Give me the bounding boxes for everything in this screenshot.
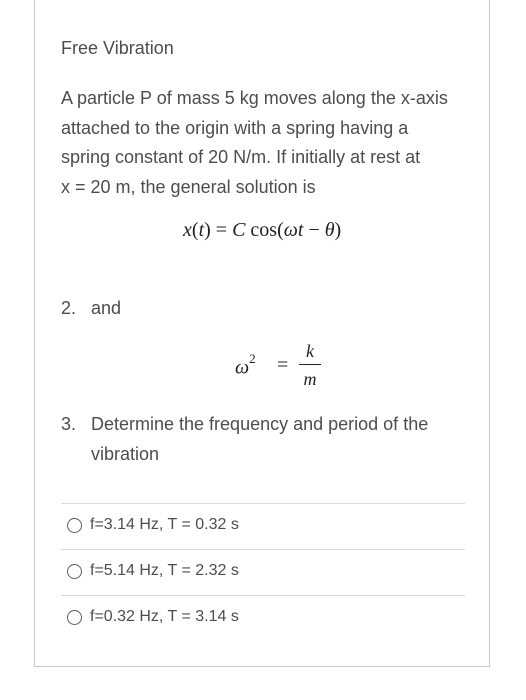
answer-option[interactable] (61, 503, 465, 549)
question-title: Free Vibration (61, 38, 174, 58)
answer-option-label[interactable]: f=3.14 Hz, T = 0.32 s (90, 516, 239, 533)
step-number: 3. (61, 414, 77, 434)
general-solution-equation: x(t) = C cos(ωt − θ) (183, 219, 342, 241)
answer-options (61, 503, 465, 641)
step-number: 2. (61, 298, 77, 318)
omega-equation (235, 340, 345, 392)
step-3 (61, 410, 428, 469)
question-body-line: x = 20 m, the general solution is (61, 176, 316, 197)
fraction (299, 340, 321, 390)
question-card (34, 0, 490, 667)
step-text-continued: vibration (91, 443, 160, 464)
question-body (61, 84, 471, 202)
answer-option-label[interactable]: f=5.14 Hz, T = 2.32 s (90, 562, 239, 579)
equals-sign: = (277, 354, 289, 376)
fraction-bar (299, 364, 321, 365)
equation-lhs: $\omega^2$ (235, 351, 256, 379)
radio-button[interactable] (67, 610, 82, 625)
question-body-line: attached to the origin with a spring having a (61, 117, 409, 138)
answer-option[interactable] (61, 595, 465, 641)
step-2 (61, 298, 121, 319)
question-body-line: A particle P of mass 5 kg moves along the x-axis (61, 88, 448, 108)
fraction-denominator: m (303, 369, 317, 389)
step-text: and (91, 298, 122, 318)
answer-option[interactable] (61, 549, 465, 595)
fraction-numerator: k (306, 341, 314, 361)
answer-option-label[interactable]: f=0.32 Hz, T = 3.14 s (90, 608, 239, 625)
radio-button[interactable] (67, 564, 82, 579)
step-text: Determine the frequency and period of the (91, 414, 429, 434)
radio-button[interactable] (67, 518, 82, 533)
question-body-line: spring constant of 20 N/m. If initially at rest at (61, 147, 421, 167)
